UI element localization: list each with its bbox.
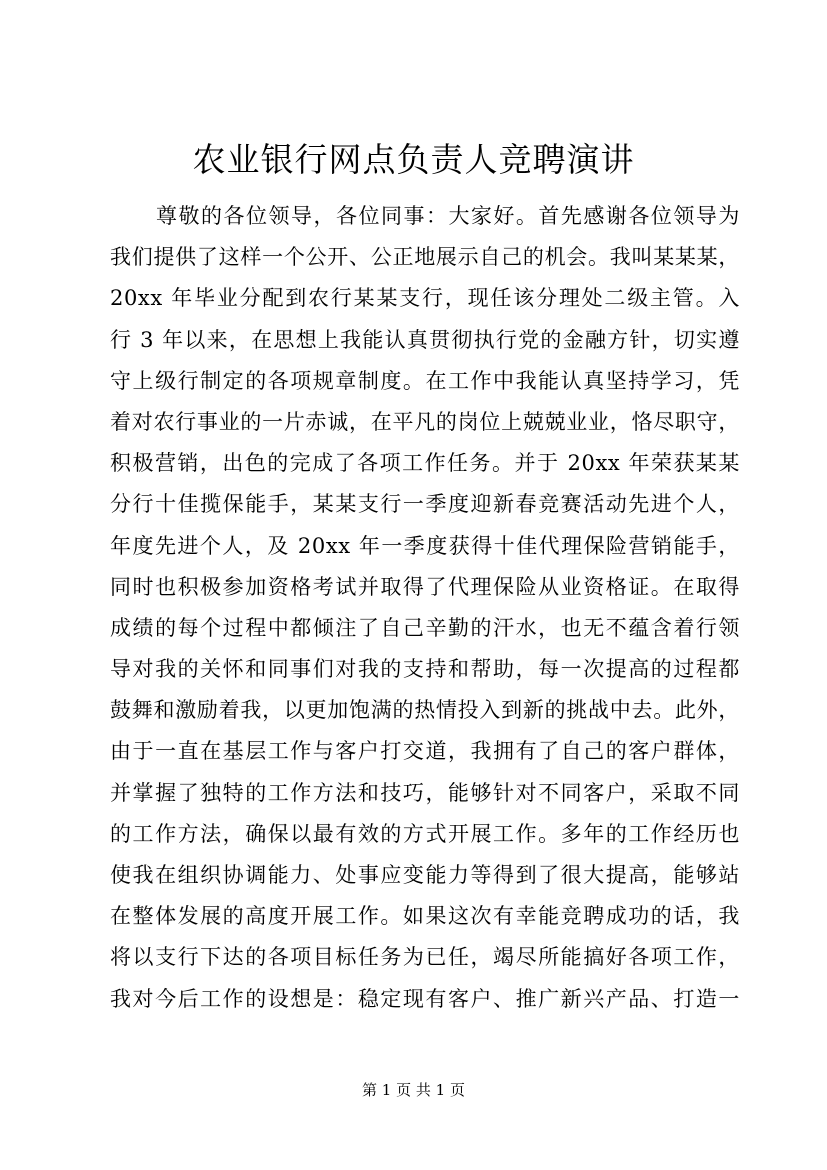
text-line: 并掌握了独特的工作方法和技巧，能够针对不同客户，采取不同 <box>110 780 740 805</box>
text-line: 成绩的每个过程中都倾注了自己辛勤的汗水，也无不蕴含着行领 <box>110 615 740 640</box>
text-line: 在整体发展的高度开展工作。如果这次有幸能竞聘成功的话，我 <box>110 904 740 929</box>
text-line: 鼓舞和激励着我，以更加饱满的热情投入到新的挑战中去。此外， <box>110 698 740 723</box>
text-line: 同时也积极参加资格考试并取得了代理保险从业资格证。在取得 <box>110 574 740 599</box>
text-line: 我们提供了这样一个公开、公正地展示自己的机会。我叫某某某， <box>110 245 740 270</box>
text-line: 着对农行事业的一片赤诚，在平凡的岗位上兢兢业业，恪尽职守， <box>110 409 740 434</box>
text-line: 由于一直在基层工作与客户打交道，我拥有了自己的客户群体， <box>110 739 740 764</box>
text-line: 尊敬的各位领导，各位同事：大家好。首先感谢各位领导为 <box>156 204 740 228</box>
document-title: 农业银行网点负责人竞聘演讲 <box>192 140 635 179</box>
body-paragraph <box>110 196 740 1020</box>
text-line: 积极营销，出色的完成了各项工作任务。并于 20xx 年荣获某某 <box>110 451 740 476</box>
text-line: 守上级行制定的各项规章制度。在工作中我能认真坚持学习，凭 <box>110 368 740 393</box>
text-line: 年度先进个人，及 20xx 年一季度获得十佳代理保险营销能手， <box>110 533 740 558</box>
text-line: 分行十佳揽保能手，某某支行一季度迎新春竞赛活动先进个人， <box>110 492 740 517</box>
text-line: 将以支行下达的各项目标任务为已任，竭尽所能搞好各项工作， <box>110 945 740 970</box>
text-line: 20xx 年毕业分配到农行某某支行，现任该分理处二级主管。入 <box>110 286 740 311</box>
text-line: 导对我的关怀和同事们对我的支持和帮助，每一次提高的过程都 <box>110 657 740 682</box>
text-line: 的工作方法，确保以最有效的方式开展工作。多年的工作经历也 <box>110 821 740 846</box>
text-line: 我对今后工作的设想是：稳定现有客户、推广新兴产品、打造一 <box>110 986 740 1011</box>
text-line: 行 3 年以来，在思想上我能认真贯彻执行党的金融方针，切实遵 <box>110 327 740 352</box>
text-line: 使我在组织协调能力、处事应变能力等得到了很大提高，能够站 <box>110 863 740 887</box>
page-footer: 第 1 页 共 1 页 <box>362 1081 465 1099</box>
